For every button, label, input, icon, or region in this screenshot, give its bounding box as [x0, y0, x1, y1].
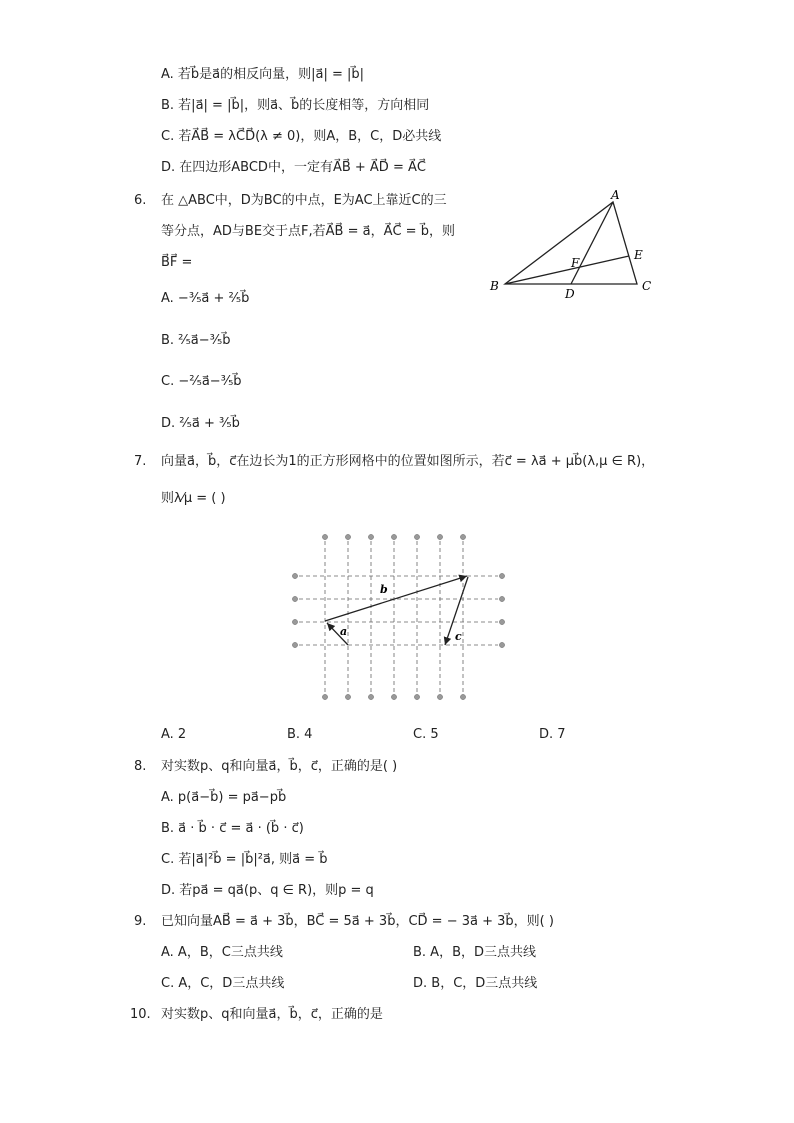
q8-option-b: B. a⃗ · b⃗ · c⃗ = a⃗ · (b⃗ · c⃗): [161, 821, 304, 836]
label-b: B: [490, 279, 499, 293]
q6-number: 6.: [134, 193, 147, 208]
q5-option-d: D. 在四边形ABCD中，一定有A⃗B⃗ + A⃗D⃗ = A⃗C⃗: [161, 160, 426, 175]
grid-dot: [322, 694, 327, 699]
q7-option-c: C. 5: [413, 727, 439, 742]
q7-stem-line-1: 向量a⃗，b⃗，c⃗在边长为1的正方形网格中的位置如图所示，若c⃗ = λa⃗ + μb⃗(λ,μ ∈ R)，: [161, 454, 655, 469]
vector-c-label: c: [455, 630, 462, 643]
vector-grid-figure: [285, 525, 515, 710]
q9-option-d: D. B，C，D三点共线: [413, 976, 538, 991]
q8-stem: 对实数p、q和向量a⃗，b⃗，c⃗，正确的是( ): [161, 759, 398, 774]
grid-dot: [414, 694, 419, 699]
grid-dot: [368, 694, 373, 699]
grid-dot: [292, 642, 297, 647]
q8-number: 8.: [134, 759, 147, 774]
q8-option-c: C. 若|a⃗|²b⃗ = |b⃗|²a⃗, 则a⃗ = b⃗: [161, 852, 328, 867]
q9-option-a: A. A，B，C三点共线: [161, 945, 283, 960]
grid-dot: [437, 534, 442, 539]
grid-dot: [460, 694, 465, 699]
grid-dot: [460, 534, 465, 539]
label-c: C: [642, 279, 652, 293]
grid-dot: [345, 534, 350, 539]
vector-b-arrow: [325, 576, 467, 621]
grid-dot: [499, 573, 504, 578]
grid-dot: [345, 694, 350, 699]
q10-number: 10.: [130, 1007, 151, 1022]
label-f: F: [571, 256, 580, 270]
q8-option-d: D. 若pa⃗ = qa⃗(p、q ∈ R)，则p = q: [161, 883, 374, 898]
q7-option-d: D. 7: [539, 727, 566, 742]
grid-dot: [292, 619, 297, 624]
q7-number: 7.: [134, 454, 147, 469]
q9-number: 9.: [134, 914, 147, 929]
label-e: E: [634, 248, 643, 262]
q7-option-b: B. 4: [287, 727, 313, 742]
label-d: D: [565, 287, 575, 301]
grid-dot: [437, 694, 442, 699]
triangle-abc: [505, 202, 637, 284]
grid-dot: [499, 642, 504, 647]
segment-ad: [571, 202, 613, 284]
label-a: A: [611, 188, 620, 202]
q5-option-c: C. 若A⃗B⃗ = λC⃗D⃗(λ ≠ 0)，则A，B，C，D必共线: [161, 129, 442, 144]
grid-dot: [414, 534, 419, 539]
grid-dot: [322, 534, 327, 539]
q5-option-b: B. 若|a⃗| = |b⃗|，则a⃗、b⃗的长度相等，方向相同: [161, 98, 430, 113]
q9-option-b: B. A，B，D三点共线: [413, 945, 537, 960]
q8-option-a: A. p(a⃗−b⃗) = pa⃗−pb⃗: [161, 790, 287, 805]
q10-stem: 对实数p、q和向量a⃗，b⃗，c⃗，正确的是: [161, 1007, 383, 1022]
grid-dot: [499, 619, 504, 624]
q6-stem-line-2: 等分点，AD与BE交于点F,若A⃗B⃗ = a⃗，A⃗C⃗ = b⃗，则: [161, 224, 455, 239]
q6-option-a: A. −³⁄₅a⃗ + ²⁄₅b⃗: [161, 291, 250, 306]
grid-dot: [368, 534, 373, 539]
triangle-figure: [485, 186, 665, 301]
grid-dot: [292, 573, 297, 578]
vector-b-label: b: [380, 583, 388, 596]
vector-a-label: a: [340, 625, 348, 638]
q9-stem: 已知向量AB⃗ = a⃗ + 3b⃗，BC⃗ = 5a⃗ + 3b⃗，CD⃗ = − 3a⃗ + 3b⃗，则( ): [161, 914, 554, 929]
q6-option-d: D. ²⁄₅a⃗ + ³⁄₅b⃗: [161, 416, 240, 431]
q7-stem-line-2: 则λ⁄μ = ( ): [161, 491, 226, 506]
grid-dot: [499, 596, 504, 601]
q6-option-b: B. ²⁄₅a⃗−³⁄₅b⃗: [161, 333, 231, 348]
grid-dot: [391, 534, 396, 539]
q7-option-a: A. 2: [161, 727, 187, 742]
q6-option-c: C. −²⁄₅a⃗−³⁄₅b⃗: [161, 374, 242, 389]
grid-dot: [292, 596, 297, 601]
q6-stem-line-1: 在 △ABC中，D为BC的中点，E为AC上靠近C的三: [161, 193, 447, 208]
q5-option-a: A. 若b⃗是a⃗的相反向量，则|a⃗| = |b⃗|: [161, 67, 365, 82]
grid-dot: [391, 694, 396, 699]
q9-option-c: C. A，C，D三点共线: [161, 976, 285, 991]
q6-stem-line-3: B⃗F⃗ =: [161, 255, 193, 270]
